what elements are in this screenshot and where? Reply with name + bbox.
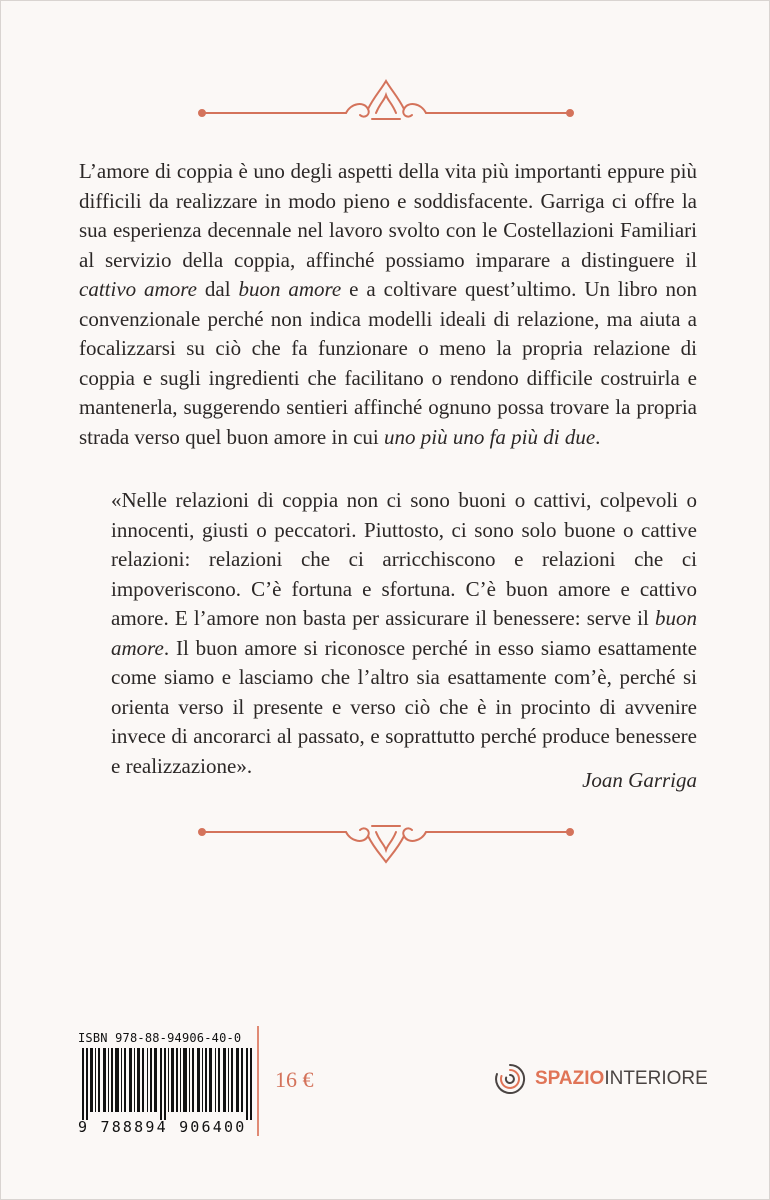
description-emphasis-cattivo-amore: cattivo amore	[79, 277, 197, 301]
isbn-block	[78, 1031, 258, 1136]
barcode-image	[78, 1048, 256, 1120]
book-description	[79, 157, 697, 452]
ornament-bottom	[1, 806, 770, 866]
barcode-digits: 9 788894 906400	[78, 1118, 247, 1136]
quote-text-2: . Il buon amore si riconosce perché in esso siamo esattamente come siamo e lasciamo che l’altro sia esattamente com’è, perché si orienta verso il presente e verso ciò che è in procinto di avvenire invece di ancorarci al passato, e soprattutto perché produce benessere e realizzazione».	[111, 635, 697, 778]
description-text-3: e a coltivare quest’ultimo. Un libro non convenzionale perché non indica modelli ideali di relazione, ma aiuta a focalizzarsi su ciò che fa funzionare o meno la propria relazione di coppia e sugli ingredienti che facilitano o rendono difficile costruirla e mantenerla, suggerendo sentieri affinché ognuno possa trovare la propria strada verso quel buon amore in cui	[79, 277, 698, 449]
isbn-code: ISBN 978-88-94906-40-0	[78, 1031, 242, 1045]
publisher-logo	[493, 1061, 708, 1097]
quote-author: Joan Garriga	[582, 768, 697, 792]
description-text-4: .	[595, 424, 601, 449]
vertical-divider	[257, 1026, 259, 1136]
ornament-top	[1, 73, 770, 133]
description-text-1: L’amore di coppia è uno degli aspetti della vita più importanti eppure più difficili da realizzare in modo pieno e soddisfacente. Garriga ci offre la sua esperienza decennale nel lavoro svolto con le Costellazioni Familiari al servizio della coppia, affinché possiamo imparare a distinguere il	[79, 159, 697, 272]
publisher-name-part2: INTERIORE	[604, 1068, 708, 1089]
description-emphasis-buon-amore: buon amore	[238, 277, 342, 301]
publisher-name	[535, 1068, 708, 1090]
publisher-name-part1: SPAZIO	[535, 1068, 605, 1089]
price: 16 €	[275, 1067, 314, 1092]
ornament-flourish-icon	[196, 806, 576, 866]
quote-emphasis-buon-amore: buon amore	[111, 606, 697, 660]
ornament-flourish-icon	[196, 73, 576, 133]
spiral-logo-icon	[493, 1062, 527, 1096]
description-emphasis-uno-piu-uno: uno più uno fa più di due	[384, 424, 596, 449]
author-quote	[111, 486, 697, 781]
description-text-2: dal	[196, 277, 239, 301]
quote-text-1: «Nelle relazioni di coppia non ci sono buoni o cattivi, colpevoli o innocenti, giusti o peccatori. Piuttosto, ci sono solo buone o cattive relazioni: relazioni che ci arricchiscono e relazioni che ci impoveriscono. C’è fortuna e sfortuna. C’è buon amore e cattivo amore. E l’amore non basta per assicurare il benessere: serve il	[111, 488, 697, 630]
